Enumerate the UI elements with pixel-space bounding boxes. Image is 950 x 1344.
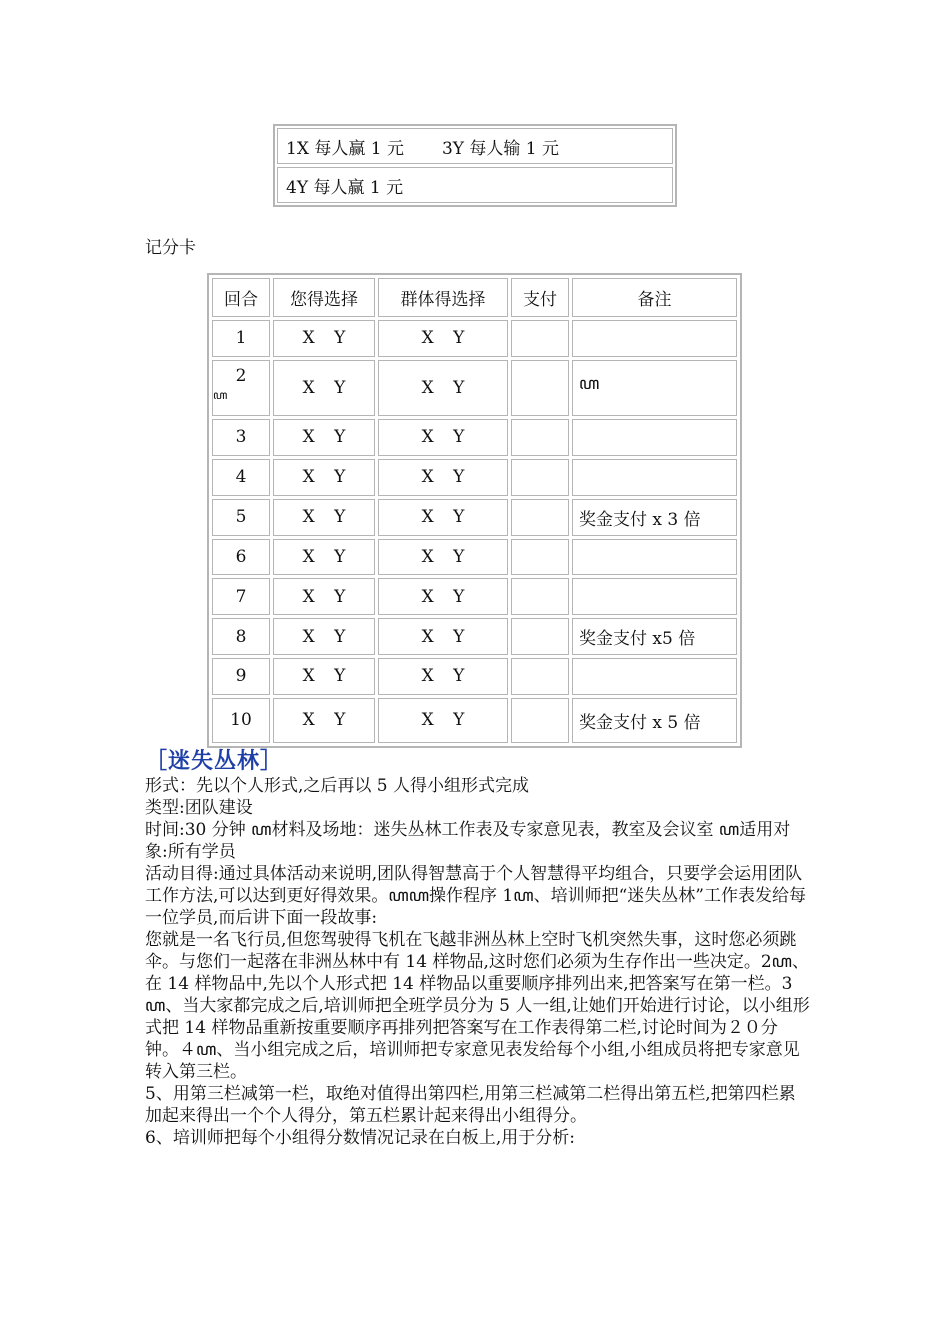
round-cell-text: 7 [235,586,247,607]
round-cell-text: 4 [235,467,247,488]
score-row [212,698,737,743]
payoff-row-2 [277,167,673,203]
round-cell [212,499,270,536]
payment-cell [511,360,569,416]
paragraph-step-5: 5、用第三栏减第一栏，取绝对值得出第四栏,用第三栏减第二栏得出第五栏,把第四栏累加起来得出一个个人得分，第五栏累计起来得出小组得分。 [145,1084,796,1126]
col-my-choice: 您得选择 [273,278,375,317]
note-cell [572,658,737,695]
header-row [212,278,737,317]
round-cell [212,658,270,695]
my-choice-cell [273,360,375,416]
score-card-caption: 记分卡 [145,238,196,258]
score-row [212,419,737,456]
group-choice-cell-text: X Y [421,467,465,488]
payment-cell [511,320,569,357]
note-cell [572,698,737,743]
round-cell [212,618,270,655]
payoff-row-1 [277,128,673,164]
round-cell-text: 1 [235,328,247,349]
round-cell [212,360,270,416]
score-row [212,539,737,576]
note-cell [572,618,737,655]
my-choice-cell-text: X Y [302,427,346,448]
group-choice-cell [378,618,508,655]
col-round: 回合 [212,278,270,317]
my-choice-cell-text: X Y [302,626,346,647]
group-choice-cell [378,499,508,536]
payment-cell [511,658,569,695]
my-choice-cell-text: X Y [302,377,346,398]
my-choice-cell-text: X Y [302,666,346,687]
note-cell [572,539,737,576]
my-choice-cell [273,698,375,743]
score-row [212,459,737,496]
round-2-mark: ꦲ [213,387,228,402]
paragraph-time: 时间:30 分钟 ꦲ材料及场地：迷失丛林工作表及专家意见表，教室及会议室 ꦲ适用对象:所有学员 [145,820,791,862]
my-choice-cell-text: X Y [302,586,346,607]
note-cell-text: ꦲ [579,374,600,395]
group-choice-cell [378,658,508,695]
group-choice-cell-text: X Y [421,666,465,687]
group-choice-cell [378,698,508,743]
paragraph-goal: 活动目得:通过具体活动来说明,团队得智慧高于个人智慧得平均组合，只要学会运用团队工作方法,可以达到更好得效果。ꦲꦲ操作程序 1ꦲ、培训师把“迷失丛林”工作表发给每一位学员,而后讲下面一段故事: [145,864,806,928]
section-body [145,775,810,1149]
group-choice-cell-text: X Y [421,546,465,567]
my-choice-cell [273,499,375,536]
my-choice-cell [273,578,375,615]
round-cell-text: 2 [235,365,247,386]
group-choice-cell-text: X Y [421,710,465,731]
group-choice-cell [378,578,508,615]
col-payment: 支付 [511,278,569,317]
round-cell [212,459,270,496]
round-cell-text: 3 [235,427,247,448]
payoff-4y: 4Y 每人赢 1 元 [286,177,404,198]
round-cell [212,539,270,576]
my-choice-cell-text: X Y [302,328,346,349]
note-cell-text: 奖金支付 x5 倍 [579,629,696,650]
payoff-table [273,124,677,207]
payment-cell [511,499,569,536]
round-cell [212,320,270,357]
note-cell [572,578,737,615]
group-choice-cell-text: X Y [421,586,465,607]
note-cell [572,320,737,357]
payment-cell [511,578,569,615]
round-cell-text: 8 [235,626,247,647]
round-cell-text: 6 [235,546,247,567]
my-choice-cell [273,419,375,456]
note-cell [572,499,737,536]
payment-cell [511,698,569,743]
paragraph-type: 类型:团队建设 [145,798,253,818]
round-cell-text: 10 [230,710,252,731]
note-cell [572,360,737,416]
score-row [212,320,737,357]
score-row [212,360,737,416]
group-choice-cell-text: X Y [421,507,465,528]
payment-cell [511,419,569,456]
payment-cell [511,539,569,576]
col-notes: 备注 [572,278,737,317]
section-title: ［迷失丛林］ [145,749,284,774]
group-choice-cell-text: X Y [421,328,465,349]
score-row [212,658,737,695]
group-choice-cell-text: X Y [421,427,465,448]
score-row [212,578,737,615]
payment-cell [511,459,569,496]
my-choice-cell [273,539,375,576]
my-choice-cell-text: X Y [302,467,346,488]
score-card-table [207,273,742,748]
group-choice-cell [378,419,508,456]
my-choice-cell-text: X Y [302,710,346,731]
col-group-choice: 群体得选择 [378,278,508,317]
my-choice-cell-text: X Y [302,507,346,528]
round-cell-text: 5 [235,507,247,528]
group-choice-cell [378,320,508,357]
round-cell [212,419,270,456]
note-cell-text: 奖金支付 x 5 倍 [579,712,701,733]
group-choice-cell [378,459,508,496]
paragraph-step-6: 6、培训师把每个小组得分数情况记录在白板上,用于分析: [145,1128,575,1148]
my-choice-cell-text: X Y [302,546,346,567]
group-choice-cell-text: X Y [421,626,465,647]
note-cell [572,419,737,456]
score-row [212,618,737,655]
payoff-1x: 1X 每人赢 1 元 [286,138,404,159]
my-choice-cell [273,618,375,655]
score-row [212,499,737,536]
round-cell [212,698,270,743]
payoff-3y: 3Y 每人输 1 元 [441,138,560,159]
my-choice-cell [273,320,375,357]
group-choice-cell [378,539,508,576]
group-choice-cell-text: X Y [421,377,465,398]
note-cell-text: 奖金支付 x 3 倍 [579,509,701,530]
round-cell-text: 9 [235,666,247,687]
paragraph-story: 您就是一名飞行员,但您驾驶得飞机在飞越非洲丛林上空时飞机突然失事，这时您必须跳伞。与您们一起落在非洲丛林中有 14 样物品,这时您们必须为生存作出一些决定。2ꦲ、在 14 样物品中,先以个人形式把 14 样物品以重要顺序排列出来,把答案写在第一栏。3ꦲ、当大家都完成之后,培训师把全班学员分为 5 人一组,让她们开始进行讨论，以小组形式把 14 样物品重新按重要顺序再排列把答案写在工作表得第二栏,讨论时间为２０分钟。４ꦲ、当小组完成之后，培训师把专家意见表发给每个小组,小组成员将把专家意见转入第三栏。 [145,930,810,1082]
group-choice-cell [378,360,508,416]
payment-cell [511,618,569,655]
my-choice-cell [273,459,375,496]
round-cell [212,578,270,615]
my-choice-cell [273,658,375,695]
paragraph-format: 形式：先以个人形式,之后再以 5 人得小组形式完成 [145,776,530,796]
note-cell [572,459,737,496]
